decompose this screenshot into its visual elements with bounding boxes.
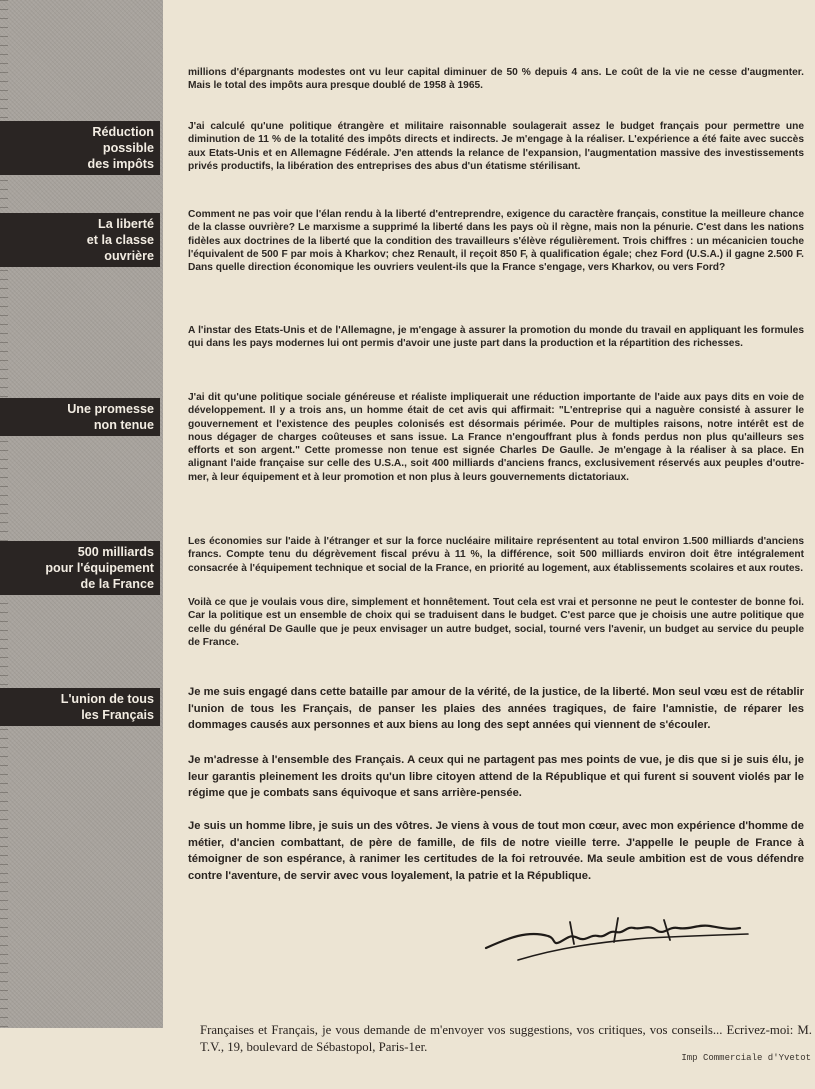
section-label-equipment <box>0 541 160 595</box>
paragraph-tax-reduction: J'ai calculé qu'une politique étrangère et militaire raisonnable soulagerait assez le budget français pour permettre une diminution de 11 % de la totalité des impôts directs et indirects. Je m'engage à la réaliser. L'expérience a été faite avec succès aux Etats-Unis et en Allemagne Fédérale. J'en attends la relance de l'expansion, l'augmentation massive des investissements privés productifs, la libération des entreprises des abus d'un étatisme stérilisant. <box>188 121 804 172</box>
section-label-line: Une promesse <box>67 402 154 416</box>
paragraph-union: Je me suis engagé dans cette bataille par amour de la vérité, de la justice, de la liberté. Mon seul vœu est de rétablir l'union de tous les Français, de panser les plaies des années tragiques, de faire l'amnistie, de réparer les dommages causés aux personnes et aux biens au long des sept années qui viennent de s'écouler. <box>188 686 804 732</box>
section-label-union <box>0 688 160 726</box>
footer-contact: Françaises et Français, je vous demande de m'envoyer vos suggestions, vos critiques, vos conseils... Ecrivez-moi: M. T.V., 19, boulevard de Sébastopol, Paris-1er. <box>200 1023 812 1054</box>
section-label-line: L'union de tous <box>60 692 154 706</box>
section-label-line: possible <box>102 141 154 155</box>
section-label-line: ouvrière <box>104 249 154 263</box>
section-label-tax-reduction <box>0 121 160 175</box>
paragraph-savings: millions d'épargnants modestes ont vu leur capital diminuer de 50 % depuis 4 ans. Le coût de la vie ne cesse d'augmenter. Mais le total des impôts aura presque doublé de 1958 à 1965. <box>188 67 804 92</box>
printer-imprint: Imp Commerciale d'Yvetot <box>681 1053 811 1063</box>
section-label-line: des impôts <box>87 157 154 171</box>
section-label-broken-promise <box>0 398 160 436</box>
section-label-line: Réduction <box>92 125 154 139</box>
paragraph-promotion: A l'instar des Etats-Unis et de l'Allemagne, je m'engage à assurer la promotion du monde du travail en appliquant les formules qui dans les pays modernes lui ont permis d'avoir une juste part dans la production et la répartition des richesses. <box>188 325 804 350</box>
paragraph-working-class: Comment ne pas voir que l'élan rendu à la liberté d'entreprendre, exigence du caractère français, constitue la meilleure chance de la classe ouvrière? Le marxisme a supprimé la liberté dans les pays où il règne, mais non la pénurie. C'est dans les nations fidèles aux doctrines de la liberté que la condition des travailleurs s'élève régulièrement. Trois chiffres : un mécanicien touche l'équivalent de 500 F par mois à Kharkov; chez Renault, il reçoit 850 F, à qualification égale; chez Ford (U.S.A.) il gagne 2.500 F. Dans quelle direction économique les ouvriers veulent-ils que la France s'engage, vers Kharkov, ou vers Ford? <box>188 209 804 274</box>
paragraph-free-man: Je suis un homme libre, je suis un des vôtres. Je viens à vous de tout mon cœur, avec mon expérience d'homme de métier, d'ancien combattant, de père de famille, de fils de notre vieille terre. J'appelle le peuple de France à témoigner de son espérance, à ranimer les certitudes de la foi retrouvée. Ma seule ambition est de vous défendre contre l'aventure, de servir avec vous loyalement, la patrie et la République. <box>188 820 804 882</box>
section-label-line: non tenue <box>93 418 154 432</box>
handwritten-signature <box>478 908 758 968</box>
paragraph-address: Je m'adresse à l'ensemble des Français. A ceux qui ne partagent pas mes points de vue, je dis que si je suis élu, je leur garantis pleinement les droits qu'un libre citoyen attend de la République et qui furent si souvent violés par le régime que je combats sans équivoque et sans arrière-pensée. <box>188 754 804 800</box>
section-label-line: 500 milliards <box>77 545 154 559</box>
section-label-working-class <box>0 213 160 267</box>
paragraph-conclusion: Voilà ce que je voulais vous dire, simplement et honnêtement. Tout cela est vrai et personne ne peut le contester de bonne foi. Car la politique est un ensemble de choix qui se traduisent dans le budget. C'est parce que je choisis une autre politique que celle du général De Gaulle que je peux envisager un autre budget, social, tourné vers l'avenir, un budget au service du peuple de France. <box>188 597 804 648</box>
section-label-line: La liberté <box>98 217 154 231</box>
section-label-line: les Français <box>81 708 154 722</box>
paragraph-equipment: Les économies sur l'aide à l'étranger et sur la force nucléaire militaire représentent au total environ 1.500 milliards d'anciens francs. Compte tenu du dégrèvement fiscal prévu à 11 %, la différence, soit 500 milliards environ doit être intégralement consacrée à l'équipement technique et social de la France, en priorité au logement, aux établissements scolaires et aux routes. <box>188 536 804 574</box>
section-label-line: de la France <box>80 577 154 591</box>
paragraph-broken-promise: J'ai dit qu'une politique sociale généreuse et réaliste impliquerait une réduction importante de l'aide aux pays dits en voie de développement. Il y a trois ans, un homme était de cet avis qui affirmait: "L'entreprise qui a naguère consisté à assurer le gouvernement et l'existence des peuples colonisés est désormais périmée. Pour de multiples raisons, notre intérêt est de nous dégager de charges coûteuses et sans issue. La France n'engouffrant plus à fonds perdus non plus qu'ailleurs ses efforts et son argent." Cette promesse non tenue est signée Charles De Gaulle. Je m'engage à la réaliser à sa place. En alignant l'aide française sur celle des U.S.A., soit 400 milliards d'anciens francs, exclusivement réservés aux peuples d'outre-mer, à leur équipement et à leur promotion et non plus à leurs gouvernements dictatoriaux. <box>188 392 804 483</box>
section-label-line: pour l'équipement <box>45 561 154 575</box>
section-label-line: et la classe <box>86 233 154 247</box>
